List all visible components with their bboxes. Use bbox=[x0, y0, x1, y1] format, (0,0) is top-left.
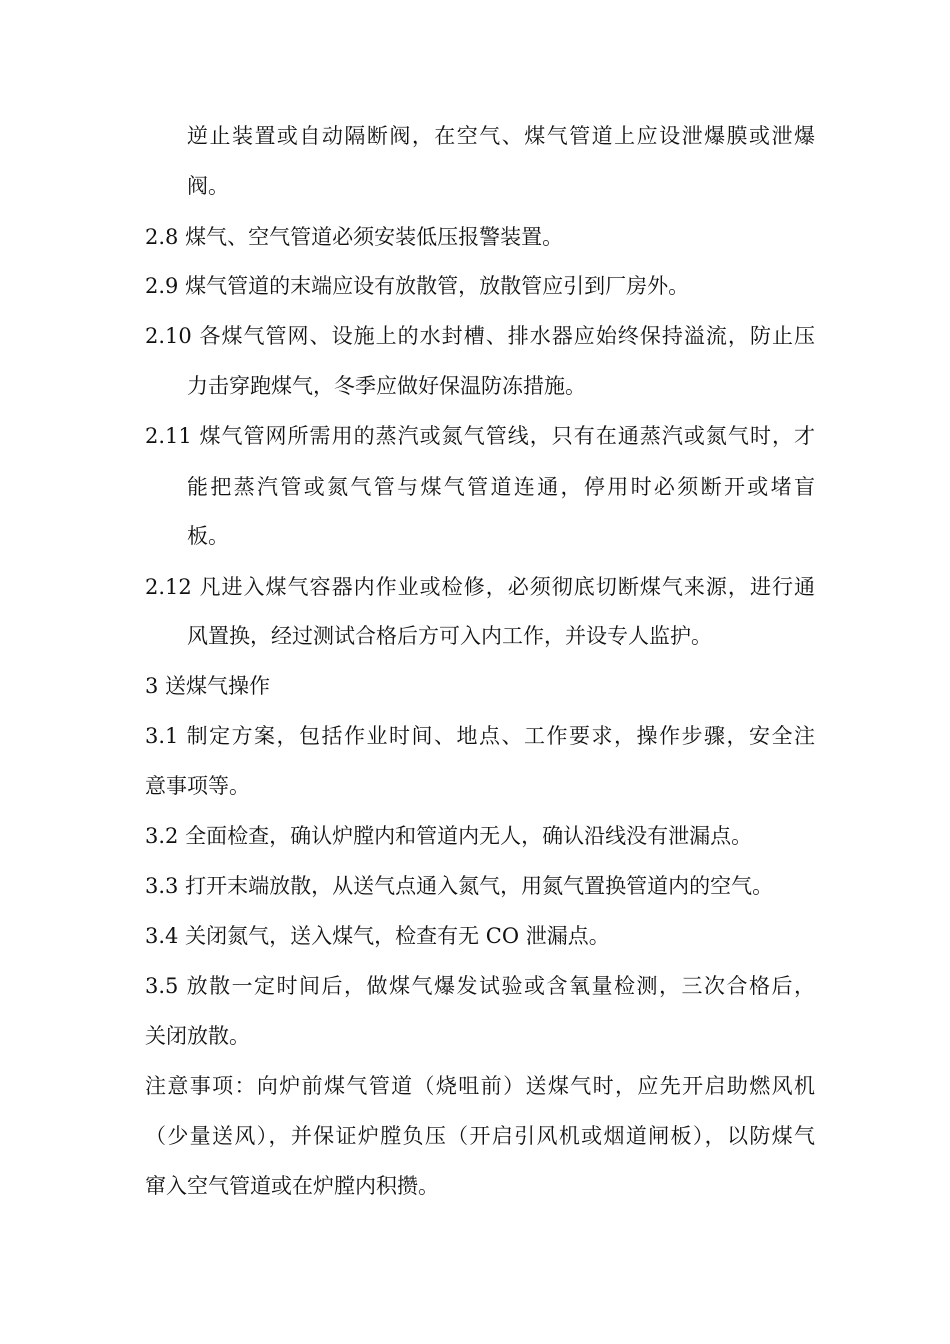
section-3-2: 3.2 全面检查，确认炉膛内和管道内无人，确认沿线没有泄漏点。 bbox=[145, 824, 753, 848]
text-line: 风置换，经过测试合格后方可入内工作，并设专人监护。 bbox=[187, 624, 712, 648]
section-2-12: 2.12 凡进入煤气容器内作业或检修，必须彻底切断煤气来源，进行通 bbox=[145, 575, 815, 599]
text-line: （少量送风），并保证炉膛负压（开启引风机或烟道闸板），以防煤气 bbox=[145, 1124, 815, 1148]
text-line: 逆止装置或自动隔断阀，在空气、煤气管道上应设泄爆膜或泄爆 bbox=[187, 124, 815, 148]
note-paragraph: 注意事项：向炉前煤气管道（烧咀前）送煤气时，应先开启助燃风机 bbox=[145, 1074, 815, 1098]
text-line: 关闭放散。 bbox=[145, 1024, 250, 1048]
text-line: 阀。 bbox=[187, 174, 229, 198]
section-2-8: 2.8 煤气、空气管道必须安装低压报警装置。 bbox=[145, 225, 564, 249]
section-3-4: 3.4 关闭氮气，送入煤气，检查有无 CO 泄漏点。 bbox=[145, 924, 610, 948]
section-3-1: 3.1 制定方案，包括作业时间、地点、工作要求，操作步骤，安全注 bbox=[145, 724, 815, 748]
section-3-heading: 3 送煤气操作 bbox=[145, 674, 271, 698]
text-line: 窜入空气管道或在炉膛内积攒。 bbox=[145, 1174, 439, 1198]
section-3-5: 3.5 放散一定时间后，做煤气爆发试验或含氧量检测，三次合格后， bbox=[145, 974, 815, 998]
section-2-10: 2.10 各煤气管网、设施上的水封槽、排水器应始终保持溢流，防止压 bbox=[145, 324, 815, 348]
text-line: 能把蒸汽管或氮气管与煤气管道连通，停用时必须断开或堵盲 bbox=[187, 475, 815, 499]
text-line: 力击穿跑煤气，冬季应做好保温防冻措施。 bbox=[187, 374, 586, 398]
section-2-11: 2.11 煤气管网所需用的蒸汽或氮气管线，只有在通蒸汽或氮气时，才 bbox=[145, 424, 815, 448]
text-line: 板。 bbox=[187, 524, 229, 548]
text-line: 意事项等。 bbox=[145, 774, 250, 798]
section-3-3: 3.3 打开末端放散，从送气点通入氮气，用氮气置换管道内的空气。 bbox=[145, 874, 774, 898]
section-2-9: 2.9 煤气管道的末端应设有放散管，放散管应引到厂房外。 bbox=[145, 274, 690, 298]
